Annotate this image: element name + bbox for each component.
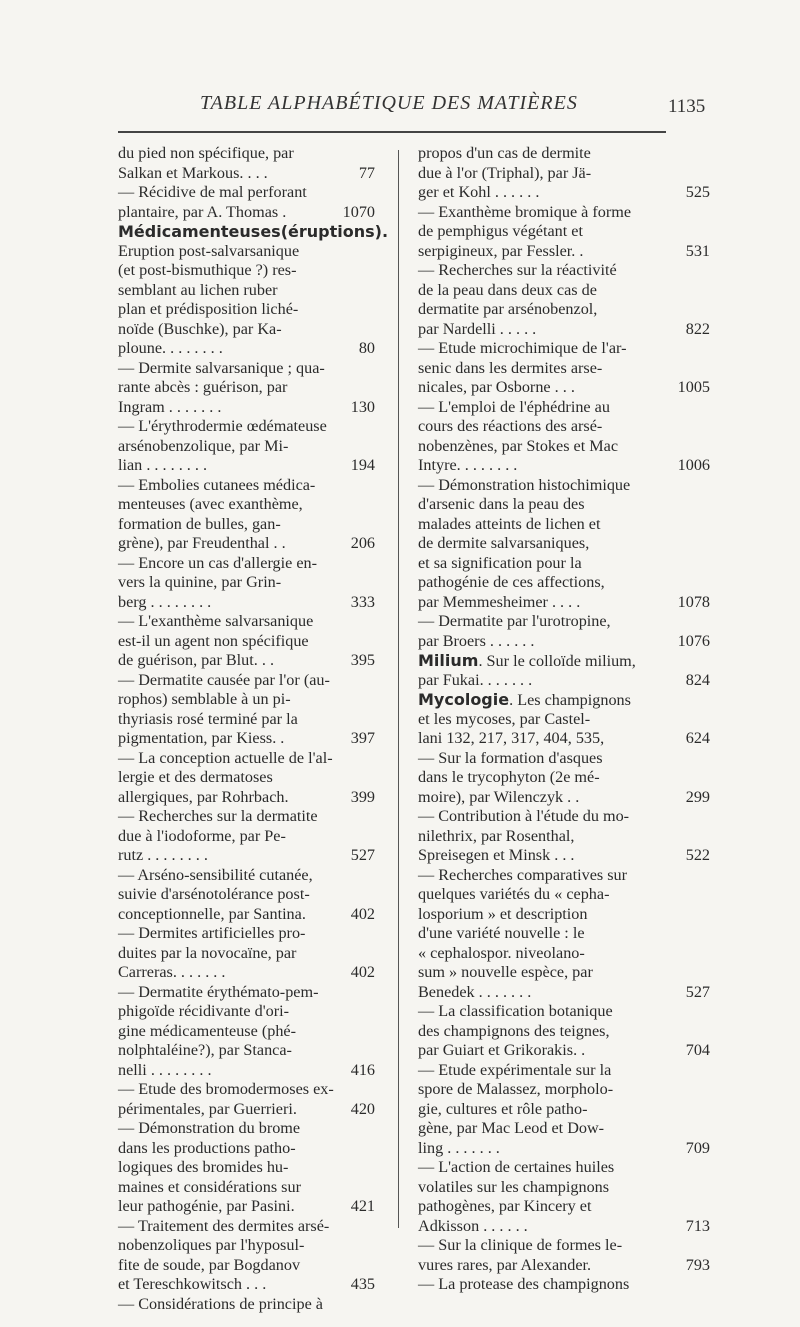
page-ref [320, 1041, 375, 1061]
index-line: — Etude des bromodermoses ex- [118, 1080, 334, 1098]
index-line: — Recherches comparatives sur [418, 865, 628, 884]
right-column [418, 144, 666, 1295]
index-line: nelli . . . . . . . . [118, 1060, 212, 1079]
page-ref [660, 534, 710, 554]
index-line: — Contribution à l'étude du mo- [418, 807, 630, 825]
index-line: — Exanthème bromique à forme [418, 202, 632, 221]
page-ref [320, 983, 375, 1003]
page-ref [320, 1158, 375, 1178]
page-ref [660, 944, 710, 964]
page-ref: 435 [350, 1275, 375, 1293]
index-line: semblant au lichen ruber [118, 280, 278, 299]
index-line: Ingram . . . . . . . [118, 397, 222, 416]
index-line: dans les productions patho- [118, 1138, 296, 1157]
page-ref [320, 1178, 375, 1198]
index-line: — Démonstration histochimique [418, 475, 631, 494]
page-ref: 1076 [677, 631, 710, 650]
index-line: lani 132, 217, 317, 404, 535, [418, 729, 605, 747]
index-line: — Dermatite par l'urotropine, [418, 612, 611, 630]
index-line: — L'exanthème salvarsanique [118, 612, 314, 630]
page-ref [660, 651, 710, 671]
index-line: de pemphigus végétant et [418, 222, 583, 240]
page-ref [660, 1002, 710, 1022]
index-line: conceptionnelle, par Santina. [118, 904, 306, 923]
page-ref [320, 242, 375, 262]
page-ref [320, 300, 375, 320]
page-ref: 80 [358, 339, 375, 357]
page-ref [660, 144, 710, 164]
page-ref [320, 359, 375, 379]
index-line: lergie et des dermatoses [118, 768, 273, 786]
page-ref [320, 144, 375, 164]
index-line: Adkisson . . . . . . [418, 1216, 528, 1235]
index-line: Mycologie. Les champignons [418, 690, 631, 709]
page-ref [660, 359, 710, 379]
page-ref [320, 1080, 375, 1100]
index-line: par Broers . . . . . . [418, 631, 535, 650]
page-ref [320, 612, 375, 632]
index-line: plan et prédisposition liché- [118, 300, 299, 318]
page-ref [320, 671, 375, 691]
index-line: Médicamenteuses(éruptions). [118, 222, 389, 241]
page-ref [660, 495, 710, 515]
index-line: gine médicamenteuse (phé- [118, 1021, 296, 1040]
page-ref [320, 476, 375, 496]
page-ref: 1078 [677, 592, 710, 611]
index-line: gène, par Mac Leod et Dow- [418, 1119, 605, 1137]
page-ref [660, 437, 710, 457]
page-ref [320, 1217, 375, 1237]
index-line: lian . . . . . . . . [118, 456, 208, 474]
page-ref [320, 827, 375, 847]
index-line: pigmentation, par Kiess. . [118, 729, 285, 747]
index-line: ploune. . . . . . . . [118, 339, 223, 357]
page-ref [320, 495, 375, 515]
index-line: — La classification botanique [418, 1002, 613, 1020]
index-line: — Dermites artificielles pro- [118, 924, 306, 942]
index-line: quelques variétés du « cepha- [418, 885, 610, 903]
page-ref: 420 [350, 1099, 375, 1118]
index-line: noïde (Buschke), par Ka- [118, 319, 282, 338]
index-line: spore de Malassez, morpholo- [418, 1080, 614, 1098]
page-ref: 527 [685, 982, 710, 1001]
index-line: de dermite salvarsaniques, [418, 534, 590, 552]
index-line: du pied non spécifique, par [118, 144, 294, 162]
page-ref [660, 203, 710, 223]
page-ref [660, 515, 710, 535]
index-line: losporium » et description [418, 904, 588, 923]
index-line: d'une variété nouvelle : le [418, 924, 585, 942]
page-ref [320, 573, 375, 593]
index-line: de la peau dans deux cas de [418, 280, 597, 299]
index-line: d'arsenic dans la peau des [418, 495, 585, 513]
page-ref: 624 [685, 729, 710, 747]
page-ref [660, 1275, 710, 1295]
index-line: — Embolies cutanees médica- [118, 475, 316, 494]
page-ref: 421 [350, 1197, 375, 1215]
index-line: serpigineux, par Fessler. . [418, 241, 584, 260]
page-ref [320, 183, 375, 203]
index-line: Milium. Sur le colloïde milium, [418, 651, 636, 670]
page-ref [660, 866, 710, 886]
index-line: phigoïde récidivante d'ori- [118, 1002, 290, 1020]
page-ref [320, 944, 375, 964]
index-line: des champignons des teignes, [418, 1021, 610, 1040]
index-line: par Nardelli . . . . . [418, 319, 537, 338]
index-line: — L'action de certaines huiles [418, 1158, 615, 1176]
index-line: — Considérations de principe à [118, 1294, 323, 1313]
page-ref [660, 768, 710, 788]
page-number: 1135 [668, 96, 706, 117]
index-line: de guérison, par Blut. . . [118, 651, 275, 669]
index-line: ling . . . . . . . [418, 1138, 500, 1157]
page-ref [320, 749, 375, 769]
index-line: — Dermatite causée par l'or (au- [118, 670, 330, 689]
index-line: — La conception actuelle de l'al- [118, 748, 333, 767]
index-line: senic dans les dermites arse- [418, 358, 603, 377]
index-line: vures rares, par Alexander. [418, 1255, 592, 1274]
index-line: rutz . . . . . . . . [118, 846, 208, 864]
page-ref [320, 417, 375, 437]
page-ref [320, 1022, 375, 1042]
page-ref [320, 1002, 375, 1022]
page-ref [320, 807, 375, 827]
index-line: formation de bulles, gan- [118, 514, 281, 533]
index-line: nobenzoliques par l'hyposul- [118, 1236, 305, 1254]
index-line: arsénobenzolique, par Mi- [118, 436, 289, 455]
index-line: rante abcès : guérison, par [118, 378, 288, 396]
page-ref [660, 1197, 710, 1217]
index-line: nilethrix, par Rosenthal, [418, 826, 575, 845]
page-ref [660, 885, 710, 905]
page-ref [320, 690, 375, 710]
page-ref [660, 1022, 710, 1042]
page-ref: 713 [685, 1216, 710, 1235]
index-line: plantaire, par A. Thomas . [118, 202, 287, 221]
page-ref [660, 417, 710, 437]
index-line: berg . . . . . . . . [118, 592, 212, 611]
page-ref [320, 261, 375, 281]
page-ref [320, 281, 375, 301]
index-line: et les mycoses, par Castel- [418, 709, 591, 728]
page-ref: 793 [685, 1255, 710, 1274]
page-ref: 704 [685, 1041, 710, 1059]
page-ref [320, 1139, 375, 1159]
page-ref [660, 905, 710, 925]
page-ref: 824 [685, 670, 710, 689]
page-ref [320, 1295, 375, 1315]
left-page-numbers [320, 144, 375, 1314]
index-line: par Fukai. . . . . . . [418, 670, 533, 689]
page-ref [320, 554, 375, 574]
index-line: par Guiart et Grikorakis. . [418, 1041, 586, 1059]
index-line: due à l'iodoforme, par Pe- [118, 826, 286, 845]
index-line: — Encore un cas d'allergie en- [118, 553, 318, 572]
index-line: — Récidive de mal perforant [118, 183, 307, 201]
page-ref: 130 [350, 397, 375, 416]
index-line: — Démonstration du brome [118, 1119, 301, 1137]
index-line: et Tereschkowitsch . . . [118, 1275, 267, 1293]
index-line: grène), par Freudenthal . . [118, 534, 286, 552]
index-line: et sa signification pour la [418, 553, 582, 572]
page-ref: 333 [350, 592, 375, 611]
page-ref [660, 1100, 710, 1120]
page-ref [660, 1080, 710, 1100]
index-line: thyriasis rosé terminé par la [118, 709, 298, 728]
index-line: fite de soude, par Bogdanov [118, 1255, 301, 1274]
page-ref [320, 632, 375, 652]
index-line: vers la quinine, par Grin- [118, 573, 282, 591]
page-ref [320, 437, 375, 457]
page-ref [660, 476, 710, 496]
page-ref: 206 [350, 534, 375, 552]
index-line: Eruption post-salvarsanique [118, 241, 300, 260]
page-ref [320, 222, 375, 242]
page-ref: 1070 [342, 202, 375, 221]
index-line: suivie d'arsénotolérance post- [118, 885, 310, 903]
page-ref [320, 924, 375, 944]
page-ref: 822 [685, 319, 710, 338]
index-line: — La protease des champignons [418, 1275, 630, 1293]
page-ref [320, 1256, 375, 1276]
index-line: — Traitement des dermites arsé- [118, 1216, 330, 1235]
index-line: moire), par Wilenczyk . . [418, 787, 580, 806]
index-line: pathogénie de ces affections, [418, 573, 605, 591]
page-ref: 397 [350, 729, 375, 747]
index-line: Benedek . . . . . . . [418, 982, 532, 1001]
page-ref [320, 885, 375, 905]
index-line: nicales, par Osborne . . . [418, 378, 575, 396]
right-page-numbers [660, 144, 710, 1295]
page-ref: 402 [350, 963, 375, 981]
page-ref [660, 1061, 710, 1081]
page-ref [660, 963, 710, 983]
index-line: menteuses (avec exanthème, [118, 495, 303, 513]
index-line: « cephalospor. niveolano- [418, 943, 585, 962]
page-ref [320, 866, 375, 886]
index-line: Spreisegen et Minsk . . . [418, 846, 575, 864]
page-ref [660, 710, 710, 730]
page-ref [660, 1119, 710, 1139]
index-line: — L'emploi de l'éphédrine au [418, 397, 610, 416]
index-line: dermatite par arsénobenzol, [418, 300, 598, 318]
index-line: malades atteints de lichen et [418, 514, 601, 533]
index-line: périmentales, par Guerrieri. [118, 1099, 297, 1118]
page-ref [660, 690, 710, 710]
page-ref: 525 [685, 183, 710, 201]
column-divider [398, 150, 399, 1228]
page-ref: 527 [350, 846, 375, 864]
index-line: maines et considérations sur [118, 1177, 301, 1196]
page-ref: 531 [685, 241, 710, 260]
index-line: leur pathogénie, par Pasini. [118, 1197, 295, 1215]
page-ref [320, 320, 375, 340]
page-ref: 522 [685, 846, 710, 864]
header-rule [118, 131, 666, 133]
page-ref: 77 [358, 163, 375, 182]
page-ref [660, 827, 710, 847]
index-line: dans le trycophyton (2e mé- [418, 768, 600, 786]
index-line: — Etude microchimique de l'ar- [418, 339, 627, 357]
index-line: nobenzènes, par Stokes et Mac [418, 436, 619, 455]
page-ref: 1006 [677, 456, 710, 474]
page-ref [660, 924, 710, 944]
index-line: allergiques, par Rohrbach. [118, 787, 289, 806]
index-line: gie, cultures et rôle patho- [418, 1099, 588, 1118]
running-header-title: TABLE ALPHABÉTIQUE DES MATIÈRES [200, 92, 578, 114]
page-ref [660, 281, 710, 301]
page-ref: 1005 [677, 378, 710, 396]
index-line: Carreras. . . . . . . [118, 963, 226, 981]
index-line: nolphtaléine?), par Stanca- [118, 1041, 292, 1059]
page-ref: 299 [685, 787, 710, 806]
index-line: est-il un agent non spécifique [118, 631, 309, 650]
index-line: — Recherches sur la dermatite [118, 807, 318, 825]
index-line: propos d'un cas de dermite [418, 144, 591, 162]
index-line: — Etude expérimentale sur la [418, 1060, 612, 1079]
index-line: ger et Kohl . . . . . . [418, 183, 540, 201]
page-ref [660, 398, 710, 418]
index-line: — Arséno-sensibilité cutanée, [118, 865, 313, 884]
index-line: — Dermatite érythémato-pem- [118, 982, 319, 1001]
index-line: cours des réactions des arsé- [418, 417, 603, 435]
index-line: (et post-bismuthique ?) res- [118, 261, 297, 279]
page-ref: 709 [685, 1138, 710, 1157]
index-line: sum » nouvelle espèce, par [418, 963, 593, 981]
page-ref: 194 [350, 456, 375, 474]
page-ref [660, 222, 710, 242]
page-ref [320, 1119, 375, 1139]
index-line: Intyre. . . . . . . . [418, 456, 518, 474]
page-ref [660, 1236, 710, 1256]
page-ref [660, 573, 710, 593]
page-ref [660, 1158, 710, 1178]
page-ref [660, 339, 710, 359]
index-line: volatiles sur les champignons [418, 1177, 610, 1196]
index-line: par Memmesheimer . . . . [418, 592, 581, 611]
index-line: logiques des bromides hu- [118, 1158, 289, 1176]
page-ref [320, 378, 375, 398]
page-ref [320, 515, 375, 535]
index-line: — Sur la formation d'asques [418, 748, 603, 767]
index-line: Salkan et Markous. . . . [118, 163, 268, 182]
page-ref: 399 [350, 787, 375, 806]
index-line: — L'érythrodermie œdémateuse [118, 417, 327, 435]
page-ref [660, 261, 710, 281]
page-ref [320, 768, 375, 788]
index-line: — Sur la clinique de formes le- [418, 1236, 623, 1254]
page-ref: 395 [350, 651, 375, 669]
page-ref [660, 1178, 710, 1198]
page-ref [320, 710, 375, 730]
index-line: due à l'or (Triphal), par Jä- [418, 163, 592, 182]
index-line: — Recherches sur la réactivité [418, 261, 617, 279]
page-ref [660, 807, 710, 827]
page-ref: 402 [350, 904, 375, 923]
page-ref [660, 612, 710, 632]
page-ref [660, 749, 710, 769]
page-ref [660, 554, 710, 574]
index-line: — Dermite salvarsanique ; qua- [118, 358, 325, 377]
page-ref [320, 1236, 375, 1256]
page-ref [660, 164, 710, 184]
index-line: duites par la novocaïne, par [118, 943, 297, 962]
index-line: pathogènes, par Kincery et [418, 1197, 592, 1215]
page-ref: 416 [350, 1060, 375, 1079]
index-line: rophos) semblable à un pi- [118, 690, 291, 708]
page-ref [660, 300, 710, 320]
